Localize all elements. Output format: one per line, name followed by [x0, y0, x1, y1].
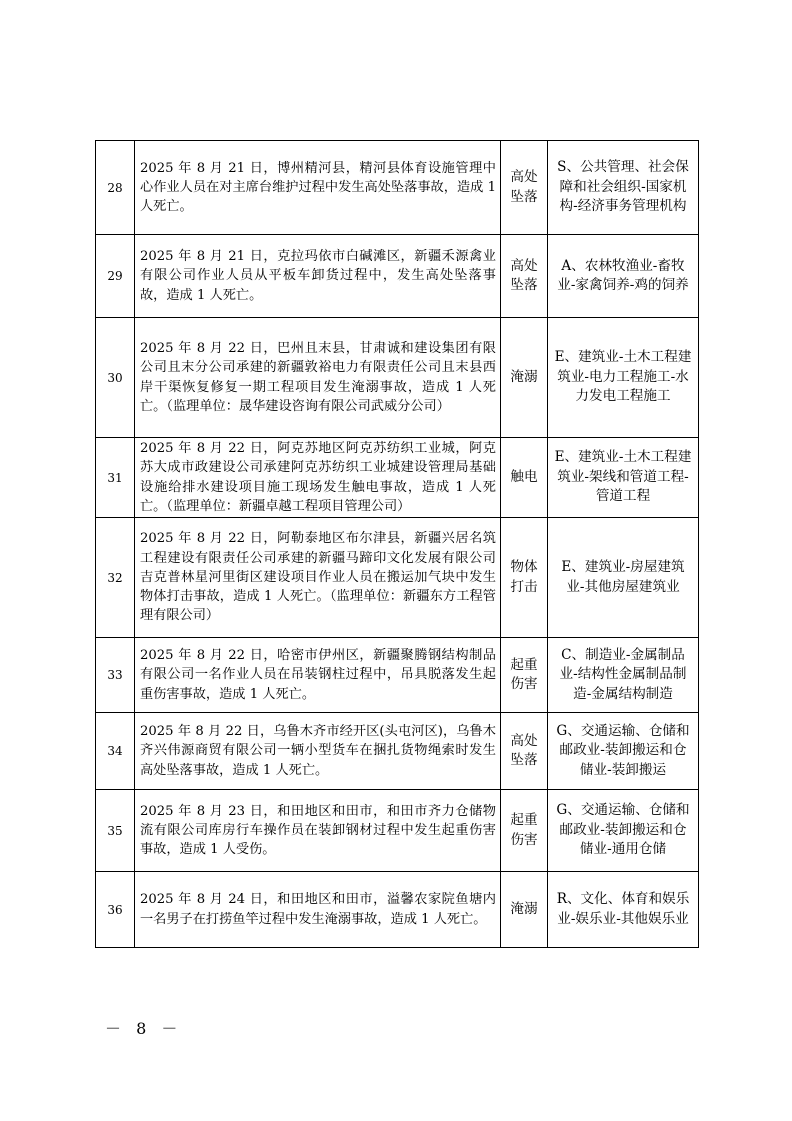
table-row — [96, 438, 699, 518]
accident-description: 2025 年 8 月 24 日，和田地区和田市，溢馨农家院鱼塘内一名男子在打捞鱼竿过程中发生淹溺事故，造成 1 人死亡。 — [135, 872, 501, 948]
accident-type: 起重伤害 — [510, 656, 538, 692]
row-number: 33 — [96, 638, 135, 713]
accident-description: 2025 年 8 月 22 日，阿勒泰地区布尔津县，新疆兴居名筑工程建设有限责任公司承建的新疆马蹄印文化发展有限公司吉克普林星河里街区建设项目作业人员在搬运加气块中发生物体打击事故，造成 1 人死亡。（监理单位：新疆东方工程管理有限公司） — [135, 518, 501, 638]
row-number: 28 — [96, 141, 135, 235]
accident-type: 淹溺 — [510, 368, 538, 385]
accident-description: 2025 年 8 月 23 日，和田地区和田市，和田市齐力仓储物流有限公司库房行车操作员在装卸钢材过程中发生起重伤害事故，造成 1 人受伤。 — [135, 790, 501, 872]
accident-table — [95, 140, 699, 948]
industry-category: E、建筑业-房屋建筑业-其他房屋建筑业 — [548, 518, 699, 638]
table-row — [96, 638, 699, 713]
row-number: 35 — [96, 790, 135, 872]
industry-category: G、交通运输、仓储和邮政业-装卸搬运和仓储业-通用仓储 — [548, 790, 699, 872]
accident-type: 淹溺 — [510, 900, 538, 917]
industry-category: A、农林牧渔业-畜牧业-家禽饲养-鸡的饲养 — [548, 235, 699, 318]
accident-type-cell — [501, 790, 548, 872]
accident-description: 2025 年 8 月 21 日，博州精河县，精河县体育设施管理中心作业人员在对主席台维护过程中发生高处坠落事故，造成 1 人死亡。 — [135, 141, 501, 235]
accident-description: 2025 年 8 月 22 日，阿克苏地区阿克苏纺织工业城，阿克苏大成市政建设公司承建阿克苏纺织工业城建设管理局基础设施给排水建设项目施工现场发生触电事故，造成 1 人死亡。（监理单位：新疆卓越工程项目管理公司） — [135, 438, 501, 518]
accident-type-cell — [501, 318, 548, 438]
table-row — [96, 141, 699, 235]
accident-type-cell — [501, 638, 548, 713]
accident-description: 2025 年 8 月 22 日，乌鲁木齐市经开区(头屯河区)，乌鲁木齐兴伟源商贸有限公司一辆小型货车在捆扎货物绳索时发生高处坠落事故，造成 1 人死亡。 — [135, 713, 501, 790]
accident-type-cell — [501, 235, 548, 318]
accident-type: 高处坠落 — [510, 169, 538, 205]
accident-type-cell — [501, 518, 548, 638]
row-number: 32 — [96, 518, 135, 638]
industry-category: C、制造业-金属制品业-结构性金属制品制造-金属结构制造 — [548, 638, 699, 713]
table-row — [96, 235, 699, 318]
table-row — [96, 318, 699, 438]
industry-category: G、交通运输、仓储和邮政业-装卸搬运和仓储业-装卸搬运 — [548, 713, 699, 790]
table-row — [96, 518, 699, 638]
accident-type: 物体打击 — [510, 559, 538, 595]
industry-category: E、建筑业-土木工程建筑业-架线和管道工程-管道工程 — [548, 438, 699, 518]
accident-description: 2025 年 8 月 21 日，克拉玛依市白碱滩区，新疆禾源禽业有限公司作业人员从平板车卸货过程中，发生高处坠落事故，造成 1 人死亡。 — [135, 235, 501, 318]
row-number: 31 — [96, 438, 135, 518]
page-number: － 8 － — [105, 1019, 183, 1038]
accident-type: 触电 — [510, 468, 538, 485]
accident-description: 2025 年 8 月 22 日，哈密市伊州区，新疆聚腾钢结构制品有限公司一名作业人员在吊装钢柱过程中，吊具脱落发生起重伤害事故，造成 1 人死亡。 — [135, 638, 501, 713]
table-row — [96, 790, 699, 872]
row-number: 36 — [96, 872, 135, 948]
row-number: 29 — [96, 235, 135, 318]
row-number: 34 — [96, 713, 135, 790]
table-row — [96, 713, 699, 790]
row-number: 30 — [96, 318, 135, 438]
accident-type: 起重伤害 — [510, 812, 538, 848]
accident-type-cell — [501, 141, 548, 235]
accident-description: 2025 年 8 月 22 日，巴州且末县，甘肃诚和建设集团有限公司且末分公司承建的新疆敦裕电力有限责任公司且末县西岸干渠恢复修复一期工程项目发生淹溺事故，造成 1 人死亡。（监理单位：晟华建设咨询有限公司武威分公司） — [135, 318, 501, 438]
industry-category: E、建筑业-土木工程建筑业-电力工程施工-水力发电工程施工 — [548, 318, 699, 438]
accident-type: 高处坠落 — [510, 257, 538, 293]
accident-type-cell — [501, 872, 548, 948]
accident-type-cell — [501, 438, 548, 518]
industry-category: S、公共管理、社会保障和社会组织-国家机构-经济事务管理机构 — [548, 141, 699, 235]
industry-category: R、文化、体育和娱乐业-娱乐业-其他娱乐业 — [548, 872, 699, 948]
table-row — [96, 872, 699, 948]
accident-type-cell — [501, 713, 548, 790]
accident-type: 高处坠落 — [510, 732, 538, 768]
